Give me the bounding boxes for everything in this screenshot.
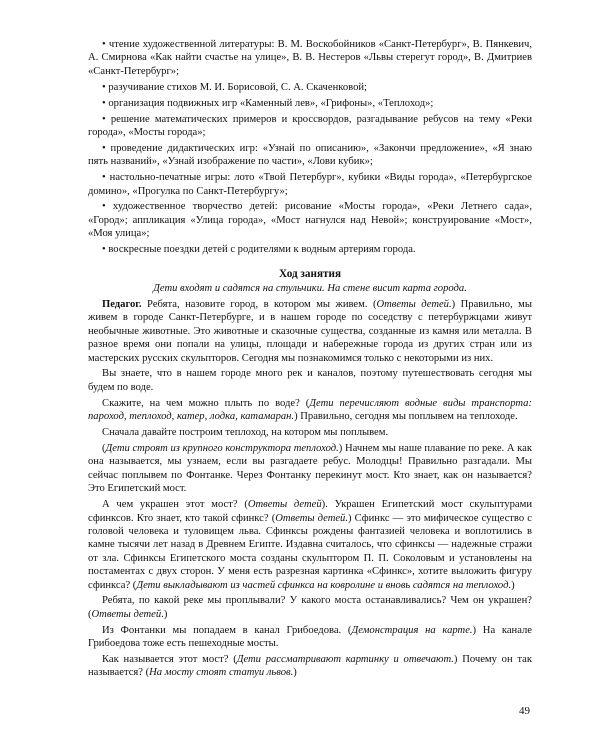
paragraph: [88, 442, 532, 496]
text-run: • настольно-печатные игры: лото «Твой Петербург», кубики «Виды города», «Петербургское домино», «Прогулка по Санкт-Петербургу»;: [88, 172, 532, 197]
text-run: ) Правильно, мы живем в городе Санкт-Петербурге, и в нашем городе по соседству с петербуржцами живут необычные животные. Это животные и сказочные существа, созданные из камня или металла. В разное время они попали на улицы, площади и набережные города из других стран или из мастерских русских скульпторов. Сегодня мы познакомимся только с некоторыми из них.: [88, 298, 532, 364]
text-run: ) Начнем мы наше плавание по реке. А как она называется, мы узнаем, если вы разгадаете ребус. Молодцы! Правильно разгадали. Мы сейчас поплывем по Фонтанке. Через Фонтанку перекинут мост. Кто знает, как он называется? Это Египетский мост.: [88, 442, 533, 495]
text-run: ) Сфинкс — это мифическое существо с головой человека и туловищем льва. Сфинксы рождены фантазией человека и воплотились в камне тысячи лет назад в Древнем Египте. Издавна считалось, что сфинксы — надежные стражи от зла. Сфинксы Египетского моста созданы скульптором П. П. Соколовым и установлены на постаментах с двух сторон. У меня есть разрезная картинка «Сфинкс», хотите выложить фигуру сфинкса? (: [88, 512, 532, 591]
text-run: • художественное творчество детей: рисование «Мосты города», «Реки Летнего сада», «Город»; аппликация «Улица города», «Мост нагнулся над Невой»; конструирование «Мост», «Моя улица»;: [88, 201, 532, 240]
stage-note: Ответы детей.: [376, 298, 452, 310]
page-number: 49: [519, 705, 530, 717]
list-item: [88, 113, 532, 140]
stage-note: Демонстрация на карте.: [351, 624, 473, 636]
paragraph: [88, 397, 532, 424]
text-run: ): [293, 667, 297, 679]
text-run: (: [102, 442, 106, 454]
speaker-label: Педагог.: [102, 298, 142, 310]
stage-note: Дети строят из крупного конструктора теплоход.: [105, 442, 339, 454]
list-item: [88, 200, 532, 240]
text-run: .): [161, 608, 168, 620]
text-run: ) Правильно, сегодня мы поплывем на теплоходе.: [294, 411, 518, 423]
text-run: ) На канале Грибоедова тоже есть пешеходные мосты.: [88, 624, 532, 650]
list-item: [88, 142, 532, 169]
text-run: Ребята, назовите город, в котором мы живем. (: [141, 298, 377, 310]
list-item: [88, 81, 532, 94]
text-run: • воскресные поездки детей с родителями к водным артериям города.: [102, 244, 416, 256]
text-run: Ребята, по какой реке мы проплывали? У какого моста останавливались? Чем он украшен? (: [88, 595, 532, 620]
text-run: • чтение художественной литературы: В. М. Воскобойников «Санкт-Петербург», В. Пянкевич, А. Смирнова «Как найти счастье на улице», В. В. Нестеров «Львы стерегут город», В. Дмитриев «Санкт-Петербург»;: [88, 39, 532, 77]
list-item: [88, 171, 532, 198]
text-run: А чем украшен этот мост? (: [102, 499, 248, 511]
stage-direction: Дети входят и садятся на стульчики. На стене висит карта города.: [153, 283, 467, 294]
text-run: Скажите, на чем можно плыть по воде? (: [102, 397, 310, 409]
text-run: ): [511, 579, 515, 591]
lesson-body: [88, 298, 532, 680]
section-heading: Ход занятия: [278, 267, 342, 280]
text-run: • разучивание стихов М. И. Борисовой, С. А. Скаченковой;: [102, 81, 367, 93]
text-run: • проведение дидактических игр: «Узнай по описанию», «Закончи предложение», «Я знаю пять названий», «Узнай изображение по части», «Лови кубик»;: [88, 142, 532, 168]
text-run: • решение математических примеров и кроссвордов, разгадывание ребусов на тему «Реки города», «Мосты города»;: [88, 113, 532, 138]
text-run: Вы знаете, что в нашем городе много рек и каналов, поэтому путешествовать сегодня мы будем по воде.: [88, 368, 532, 393]
paragraph: [88, 367, 532, 394]
paragraph: [88, 624, 532, 651]
activities-list: [88, 38, 532, 257]
stage-note: Ответы детей.: [275, 512, 349, 524]
text-run: ). Украшен Египетский мост скульптурами сфинксов. Кто знает, кто такой сфинкс? (: [88, 499, 533, 524]
stage-note: Ответы детей: [247, 499, 322, 511]
stage-note: Дети перечисляют водные виды транспорта: пароход, теплоход, катер, лодка, катамаран.: [88, 397, 532, 423]
list-item: [88, 97, 532, 110]
paragraph: [88, 498, 532, 592]
paragraph: [88, 426, 532, 439]
text-run: • организация подвижных игр «Каменный лев», «Грифоны», «Теплоход»;: [102, 97, 434, 109]
text-run: Как называется этот мост? (: [102, 654, 237, 666]
text-run: Из Фонтанки мы попадаем в канал Грибоедова. (: [102, 624, 352, 636]
text-run: Сначала давайте построим теплоход, на котором мы поплывем.: [102, 427, 389, 439]
paragraph: [88, 594, 532, 621]
text-run: ) Почему он так называется? (: [88, 654, 532, 679]
paragraph: [88, 653, 532, 680]
stage-note: Ответы детей: [91, 608, 162, 620]
stage-note: Дети рассматривают картинку и отвечают.: [236, 654, 454, 666]
stage-note: Дети выкладывают из частей сфинкса на ковролине и вновь садятся на теплоход.: [136, 579, 512, 591]
stage-note: На мосту стоят статуи львов.: [149, 667, 294, 679]
list-item: [88, 38, 532, 78]
paragraph: [88, 298, 532, 365]
list-item: [88, 243, 532, 256]
